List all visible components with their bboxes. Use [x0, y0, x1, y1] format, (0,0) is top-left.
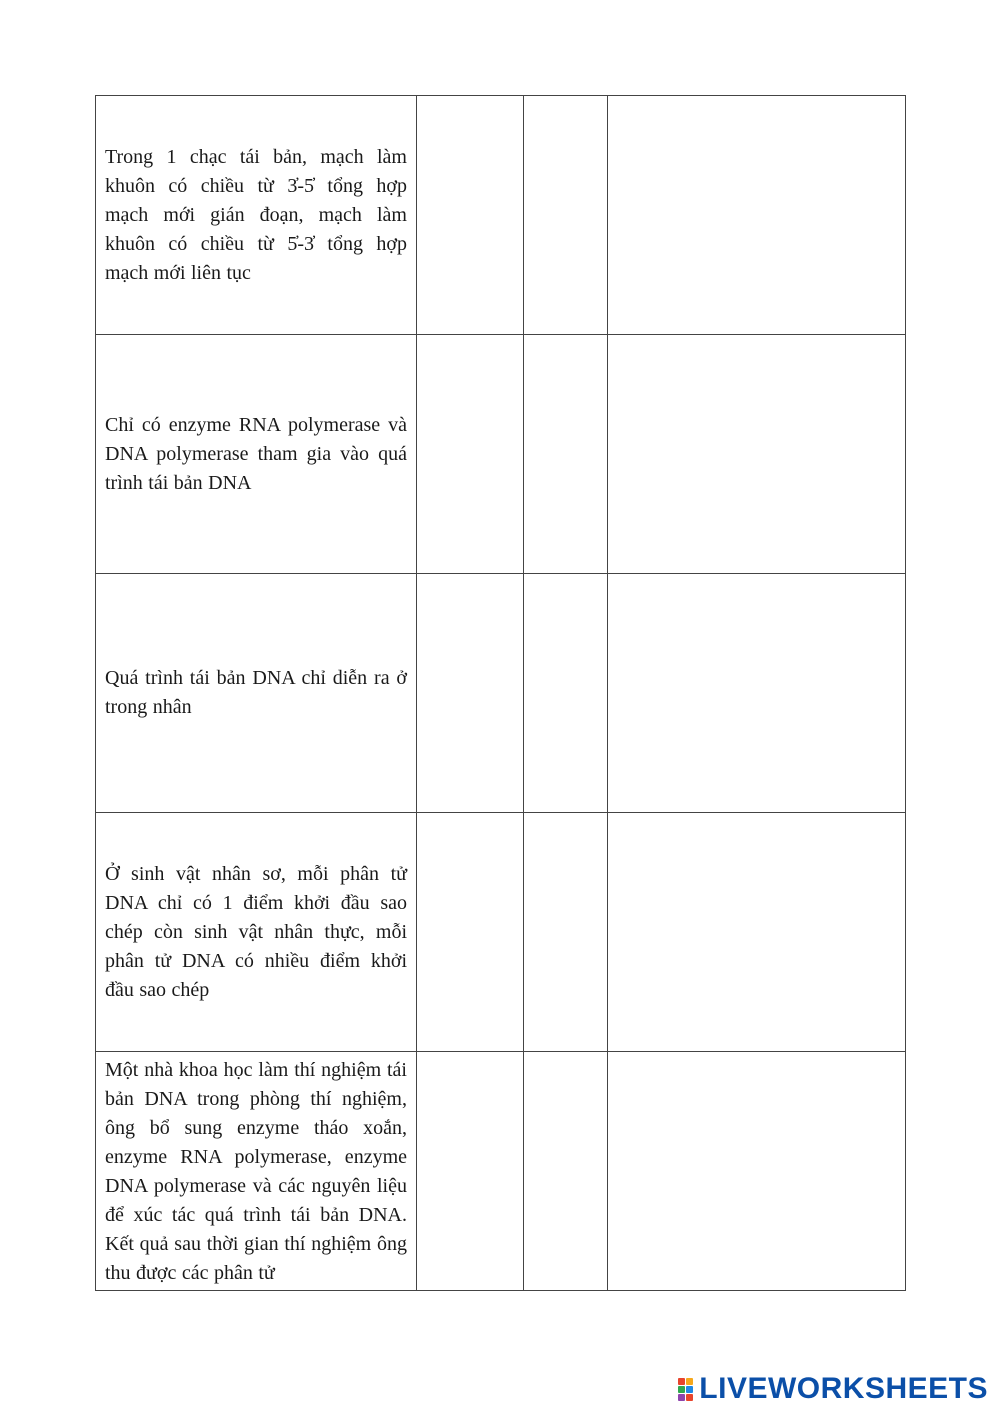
false-answer-cell[interactable] — [524, 813, 608, 1052]
explanation-cell[interactable] — [608, 96, 906, 335]
logo-square — [686, 1394, 693, 1401]
true-answer-cell[interactable] — [417, 813, 524, 1052]
table-row — [96, 813, 906, 1052]
true-answer-cell[interactable] — [417, 96, 524, 335]
table-row — [96, 1052, 906, 1291]
false-answer-cell[interactable] — [524, 574, 608, 813]
logo-square — [686, 1386, 693, 1393]
table-row — [96, 574, 906, 813]
table-row — [96, 96, 906, 335]
liveworksheets-logo-icon — [678, 1378, 693, 1401]
true-answer-cell[interactable] — [417, 574, 524, 813]
explanation-cell[interactable] — [608, 335, 906, 574]
statement-text: Quá trình tái bản DNA chỉ diễn ra ở trong nhân — [105, 667, 407, 718]
statement-cell — [96, 813, 417, 1052]
false-answer-cell[interactable] — [524, 96, 608, 335]
statement-cell — [96, 574, 417, 813]
logo-square — [678, 1394, 685, 1401]
statement-text: Trong 1 chạc tái bản, mạch làm khuôn có chiều từ 3̓-5̓ tổng hợp mạch mới gián đoạn, mạch làm khuôn có chiều từ 5̓-3̓ tổng hợp mạch mới liên tục — [105, 145, 407, 284]
true-answer-cell[interactable] — [417, 1052, 524, 1291]
explanation-cell[interactable] — [608, 1052, 906, 1291]
false-answer-cell[interactable] — [524, 335, 608, 574]
logo-square — [678, 1386, 685, 1393]
explanation-cell[interactable] — [608, 574, 906, 813]
explanation-cell[interactable] — [608, 813, 906, 1052]
brand-name: LIVEWORKSHEETS — [699, 1372, 988, 1405]
logo-square — [686, 1378, 693, 1385]
false-answer-cell[interactable] — [524, 1052, 608, 1291]
statement-cell — [96, 1052, 417, 1291]
table-row — [96, 335, 906, 574]
statement-text: Một nhà khoa học làm thí nghiệm tái bản DNA trong phòng thí nghiệm, ông bổ sung enzyme tháo xoắn, enzyme RNA polymerase, enzyme DNA polymerase và các nguyên liệu để xúc tác quá trình tái bản DNA. Kết quả sau thời gian thí nghiệm ông thu được các phân tử — [105, 1059, 407, 1284]
statement-text: Ở sinh vật nhân sơ, mỗi phân tử DNA chỉ có 1 điểm khởi đầu sao chép còn sinh vật nhân thực, mỗi phân tử DNA có nhiều điểm khởi đầu sao chép — [105, 862, 407, 1001]
statement-cell — [96, 335, 417, 574]
statement-text: Chỉ có enzyme RNA polymerase và DNA polymerase tham gia vào quá trình tái bản DNA — [105, 413, 407, 494]
liveworksheets-brand[interactable] — [678, 1372, 988, 1406]
true-answer-cell[interactable] — [417, 335, 524, 574]
worksheet-table — [95, 95, 906, 1291]
logo-square — [678, 1378, 685, 1385]
statement-cell — [96, 96, 417, 335]
